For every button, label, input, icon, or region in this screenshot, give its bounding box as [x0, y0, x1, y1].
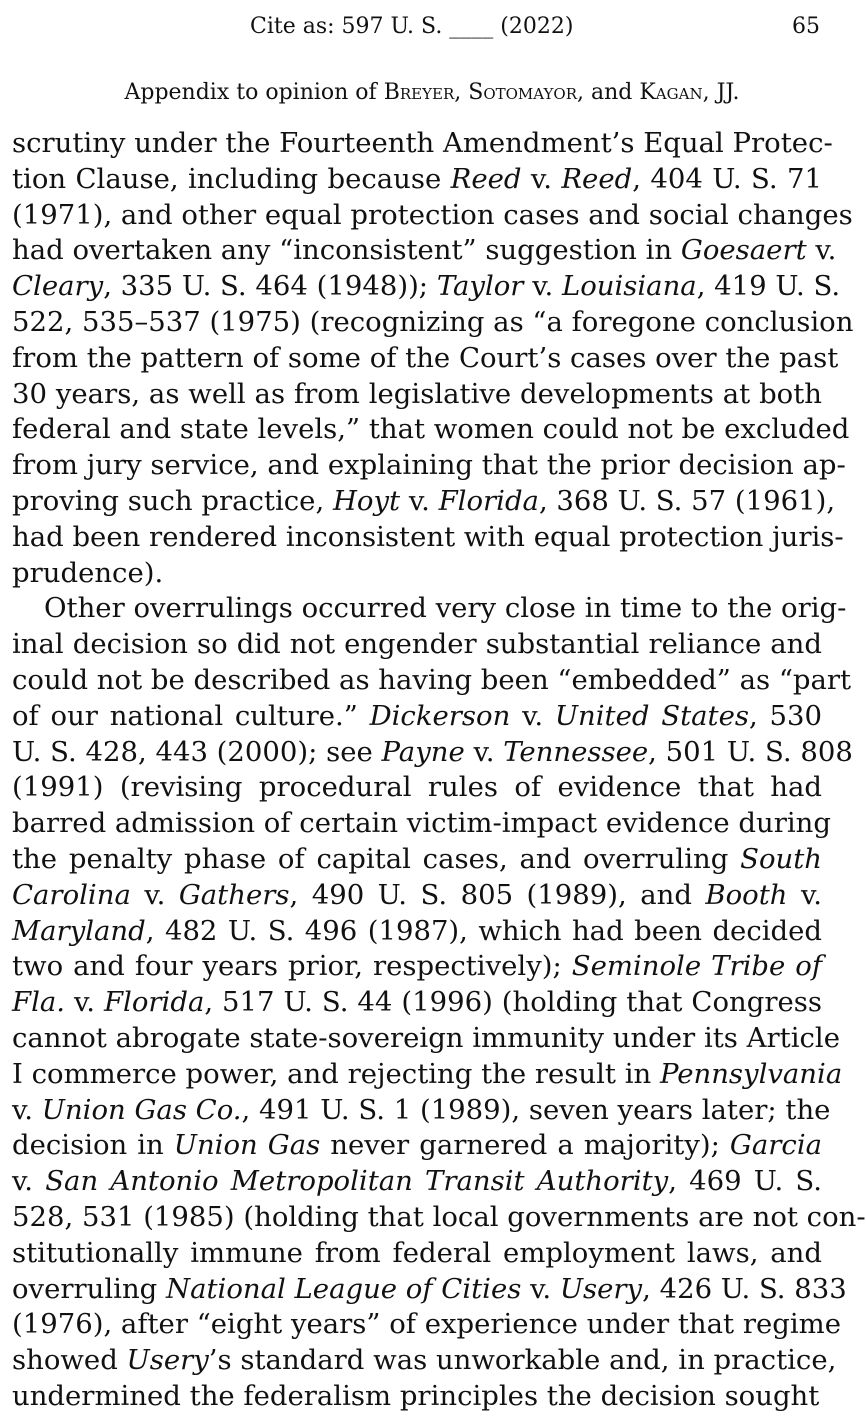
text-line: [12, 520, 844, 556]
text-segment: v.: [523, 270, 562, 303]
text-segment: v.: [787, 878, 822, 911]
text-segment: ’s standard was unworkable and, in practice,: [208, 1344, 837, 1377]
running-header: [0, 14, 864, 44]
italic-case-name: Seminole Tribe of: [571, 950, 823, 983]
text-segment: prudence).: [12, 556, 164, 589]
text-segment: federal and state levels,” that women could not be excluded: [12, 413, 850, 446]
italic-case-name: Florida: [103, 986, 205, 1019]
text-line: [12, 269, 841, 305]
italic-case-name: Goesaert: [680, 234, 807, 267]
text-segment: two and four years prior, respectively);: [12, 950, 572, 983]
text-line: [12, 448, 846, 484]
italic-case-name: Union Gas Co.: [41, 1093, 242, 1126]
text-line: [12, 556, 822, 592]
italic-case-name: San Antonio Metropolitan Transit Authority: [45, 1165, 669, 1198]
text-segment: v.: [130, 878, 179, 911]
text-line: [12, 985, 822, 1021]
appendix-separator-1: ,: [454, 80, 469, 105]
italic-case-name: Cleary: [12, 270, 104, 303]
text-segment: 522, 535–537 (1975) (recognizing as “a foregone conclusion: [12, 305, 854, 338]
text-line: [12, 1307, 842, 1343]
italic-case-name: National League of Cities: [166, 1272, 522, 1305]
appendix-suffix: , JJ.: [702, 80, 740, 105]
justice-name-3: Kagan: [639, 80, 703, 105]
text-segment: (1971), and other equal protection cases and social changes: [12, 198, 853, 231]
italic-case-name: Booth: [705, 878, 788, 911]
text-segment: showed: [12, 1344, 127, 1377]
italic-case-name: Louisiana: [561, 270, 697, 303]
text-segment: v.: [12, 1093, 42, 1126]
text-line: [12, 591, 847, 627]
text-segment: v.: [464, 735, 504, 768]
text-segment: , 469 U. S.: [668, 1165, 822, 1198]
text-segment: U. S. 428, 443 (2000); see: [12, 735, 382, 768]
text-segment: the penalty phase of capital cases, and overruling: [12, 842, 741, 875]
text-line: [12, 1236, 822, 1272]
justice-name-1: Breyer: [383, 80, 455, 105]
text-segment: , 419 U. S.: [696, 270, 841, 303]
italic-case-name: Union Gas: [173, 1129, 321, 1162]
text-segment: v.: [521, 1272, 560, 1305]
text-segment: , 426 U. S. 833: [642, 1272, 847, 1305]
italic-case-name: Pennsylvania: [659, 1057, 843, 1090]
text-segment: v.: [510, 699, 555, 732]
text-line: [12, 1343, 837, 1379]
text-segment: overruling: [12, 1272, 167, 1305]
italic-case-name: Garcia: [729, 1129, 823, 1162]
italic-case-name: Hoyt: [332, 484, 401, 517]
text-segment: had been rendered inconsistent with equal protection juris-: [12, 520, 844, 553]
text-line: [12, 1128, 822, 1164]
text-segment: undermined the federalism principles the decision sought: [12, 1379, 820, 1412]
text-segment: stitutionally immune from federal employment laws, and: [12, 1236, 822, 1269]
italic-case-name: Usery: [126, 1344, 209, 1377]
italic-case-name: Carolina: [12, 878, 131, 911]
appendix-heading: [0, 80, 864, 105]
italic-case-name: Maryland: [12, 914, 146, 947]
text-segment: proving such practice,: [12, 484, 333, 517]
text-segment: decision in: [12, 1129, 174, 1162]
text-segment: , 368 U. S. 57 (1961),: [538, 484, 836, 517]
italic-case-name: South: [740, 842, 822, 875]
text-line: [12, 949, 822, 985]
text-line: [12, 735, 853, 771]
justice-name-2: Sotomayor: [468, 80, 577, 105]
italic-case-name: Payne: [381, 735, 465, 768]
page-number: 65: [792, 14, 820, 39]
text-segment: 30 years, as well as from legislative developments at both: [12, 377, 822, 410]
italic-case-name: Dickerson: [369, 699, 511, 732]
text-segment: , 482 U. S. 496 (1987), which had been decided: [145, 914, 822, 947]
text-segment: scrutiny under the Fourteenth Amendment’s Equal Protec-: [12, 127, 833, 159]
text-line: [12, 126, 833, 162]
text-segment: , 501 U. S. 808: [648, 735, 853, 768]
text-segment: , 404 U. S. 71: [632, 162, 822, 195]
text-line: [12, 1057, 843, 1093]
text-line: [12, 1379, 822, 1415]
text-line: [12, 878, 822, 914]
text-line: [12, 1093, 831, 1129]
text-segment: v.: [806, 234, 837, 267]
text-line: [12, 341, 839, 377]
text-segment: , 490 U. S. 805 (1989), and: [289, 878, 706, 911]
text-segment: v.: [400, 484, 439, 517]
text-segment: v.: [12, 1165, 46, 1198]
text-segment: (1976), after “eight years” of experience under that regime: [12, 1308, 842, 1341]
text-segment: , 530: [749, 699, 823, 732]
appendix-prefix: Appendix to opinion of: [124, 80, 384, 105]
text-line: [12, 1021, 840, 1057]
text-segment: from the pattern of some of the Court’s cases over the past: [12, 341, 839, 374]
text-segment: Other overrulings occurred very close in time to the orig-: [44, 592, 847, 625]
text-line: [12, 198, 853, 234]
text-line: [12, 699, 822, 735]
text-segment: barred admission of certain victim-impact evidence during: [12, 807, 831, 840]
text-line: [12, 412, 850, 448]
text-line: [12, 770, 822, 806]
text-segment: v.: [521, 162, 562, 195]
text-line: [12, 305, 854, 341]
text-line: [12, 1164, 822, 1200]
text-segment: could not be described as having been “embedded” as “part: [12, 663, 852, 696]
appendix-separator-2: , and: [577, 80, 640, 105]
italic-case-name: Reed: [561, 162, 633, 195]
text-segment: , 335 U. S. 464 (1948));: [103, 270, 437, 303]
text-segment: had overtaken any “inconsistent” suggestion in: [12, 234, 681, 267]
italic-case-name: Fla.: [12, 986, 66, 1019]
text-segment: v.: [65, 986, 104, 1019]
text-line: [12, 162, 822, 198]
text-segment: of our national culture.”: [12, 699, 370, 732]
italic-case-name: Florida: [438, 484, 539, 517]
text-segment: (1991) (revising procedural rules of evidence that had: [12, 771, 822, 804]
text-segment: cannot abrogate state-sovereign immunity under its Article: [12, 1021, 840, 1054]
text-segment: , 517 U. S. 44 (1996) (holding that Congress: [204, 986, 822, 1019]
text-line: [12, 1200, 866, 1236]
text-line: [12, 484, 836, 520]
text-segment: from jury service, and explaining that the prior decision ap-: [12, 449, 846, 482]
italic-case-name: Gathers: [178, 878, 290, 911]
text-line: [12, 663, 852, 699]
text-line: [12, 806, 831, 842]
text-line: [12, 233, 837, 269]
text-line: [12, 627, 822, 663]
italic-case-name: United States: [554, 699, 749, 732]
text-line: [12, 914, 822, 950]
italic-case-name: Usery: [559, 1272, 643, 1305]
text-segment: , 491 U. S. 1 (1989), seven years later; the: [241, 1093, 831, 1126]
text-line: [12, 1272, 847, 1308]
text-segment: tion Clause, including because: [12, 162, 451, 195]
text-segment: inal decision so did not engender substantial reliance and: [12, 628, 822, 661]
text-line: [12, 377, 822, 413]
italic-case-name: Taylor: [436, 270, 524, 303]
text-line: [12, 842, 822, 878]
text-segment: I commerce power, and rejecting the result in: [12, 1057, 660, 1090]
opinion-body-text: [12, 126, 866, 1415]
citation-line: Cite as: 597 U. S. ____ (2022): [250, 14, 574, 39]
text-segment: never garnered a majority);: [320, 1129, 730, 1162]
italic-case-name: Tennessee: [503, 735, 649, 768]
italic-case-name: Reed: [450, 162, 522, 195]
text-segment: 528, 531 (1985) (holding that local governments are not con-: [12, 1200, 866, 1233]
